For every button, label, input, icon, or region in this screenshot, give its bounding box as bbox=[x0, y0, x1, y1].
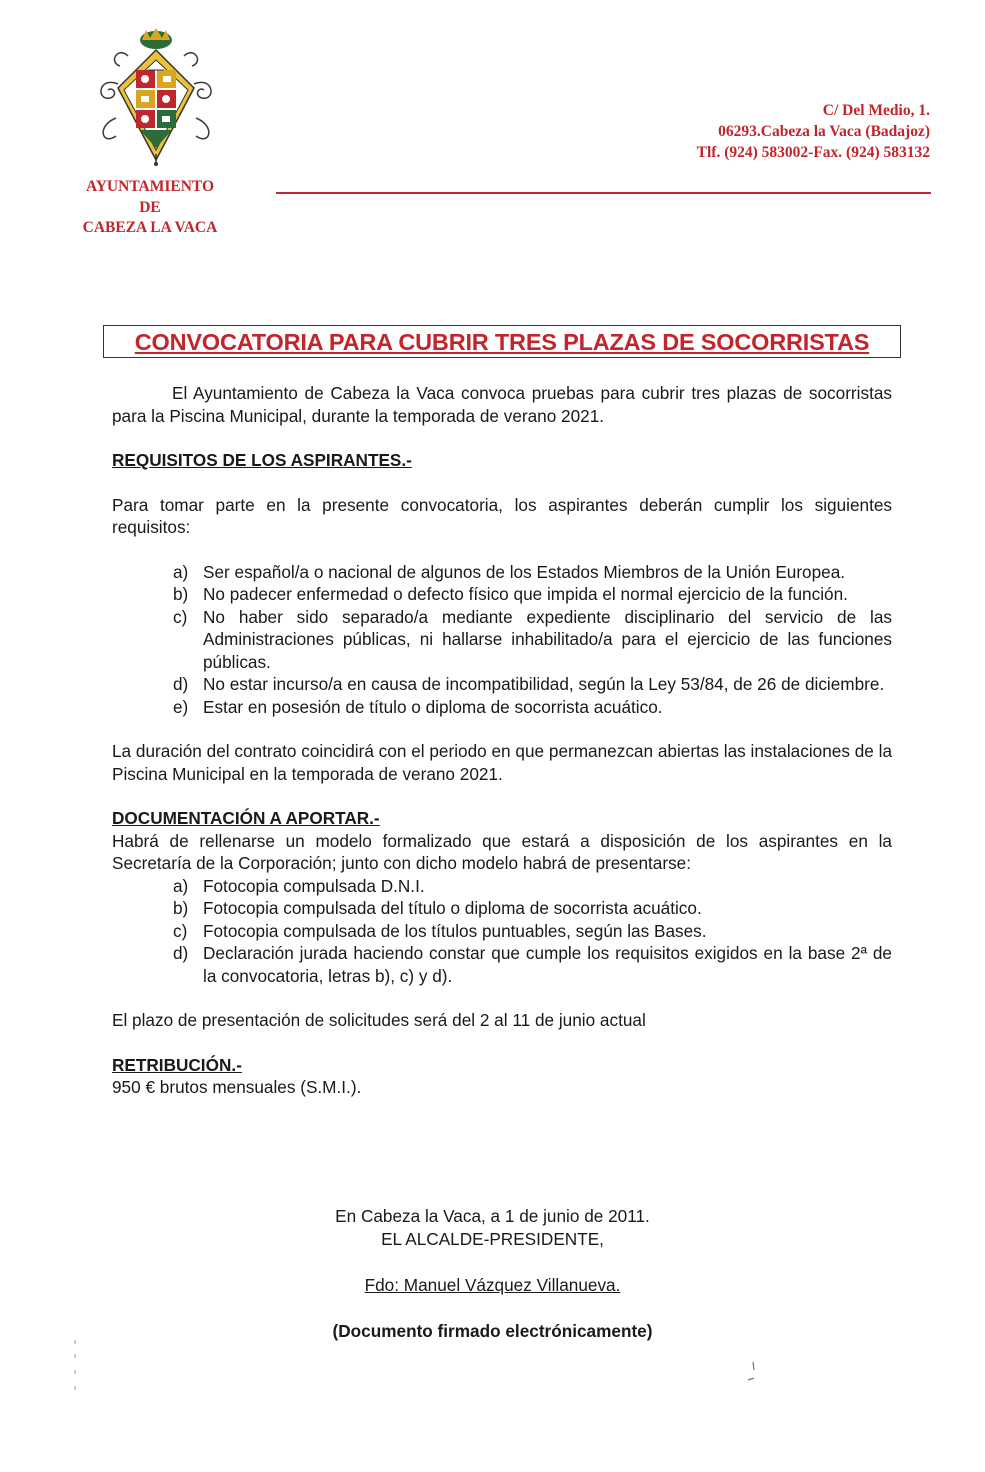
item-letter: c) bbox=[173, 920, 188, 941]
list-item bbox=[112, 920, 892, 943]
item-text: Fotocopia compulsada de los títulos puntuables, según las Bases. bbox=[203, 920, 707, 941]
org-line: AYUNTAMIENTO bbox=[85, 178, 215, 195]
signature-wrapper bbox=[0, 1274, 985, 1297]
retribucion-heading: RETRIBUCIÓN.- bbox=[112, 1054, 242, 1075]
address-line: 06293.Cabeza la Vaca (Badajoz) bbox=[718, 123, 930, 140]
list-item bbox=[112, 673, 892, 696]
requisitos-heading: REQUISITOS DE LOS ASPIRANTES.- bbox=[112, 450, 412, 470]
item-letter: a) bbox=[173, 875, 189, 896]
address-block bbox=[697, 100, 930, 163]
retribucion-text: 950 € brutos mensuales (S.M.I.). bbox=[112, 1077, 362, 1097]
documentacion-heading: DOCUMENTACIÓN A APORTAR.- bbox=[112, 808, 380, 828]
scan-mark bbox=[744, 1360, 758, 1384]
item-text: Fotocopia compulsada D.N.I. bbox=[203, 875, 425, 896]
address-line: Tlf. (924) 583002-Fax. (924) 583132 bbox=[696, 144, 930, 161]
item-text: Fotocopia compulsada del título o diploma de socorrista acuático. bbox=[203, 898, 702, 918]
intro-paragraph: El Ayuntamiento de Cabeza la Vaca convoca pruebas para cubrir tres plazas de socorristas para la Piscina Municipal, durante la temporada de verano 2021. bbox=[112, 383, 892, 426]
coat-of-arms-logo bbox=[88, 26, 224, 166]
address-line: C/ Del Medio, 1. bbox=[822, 102, 930, 119]
item-letter: d) bbox=[173, 943, 189, 963]
item-text: No haber sido separado/a mediante expediente disciplinario del servicio de las Administraciones públicas, ni hallarse inhabilitado/a para el ejercicio de las funciones públicas. bbox=[203, 606, 892, 672]
margin-marks bbox=[74, 1340, 76, 1400]
item-letter: c) bbox=[173, 606, 188, 627]
list-item bbox=[112, 583, 892, 606]
item-letter: d) bbox=[173, 674, 189, 694]
item-text: Declaración jurada haciendo constar que cumple los requisitos exigidos en la base 2ª de la convocatoria, letras b), c) y d). bbox=[203, 943, 892, 986]
documentacion-list bbox=[112, 875, 892, 988]
item-letter: a) bbox=[173, 561, 189, 582]
documentacion-lead: Habrá de rellenarse un modelo formalizado que estará a disposición de los aspirantes en la Secretaría de la Corporación; junto con dicho modelo habrá de presentarse: bbox=[112, 830, 892, 873]
duration-paragraph: La duración del contrato coincidirá con el periodo en que permanezcan abiertas las instalaciones de la Piscina Municipal en la temporada de verano 2021. bbox=[112, 741, 892, 784]
org-line: DE bbox=[139, 198, 161, 216]
list-item bbox=[112, 875, 892, 898]
title-frame bbox=[103, 325, 901, 358]
list-item bbox=[112, 606, 892, 674]
list-item bbox=[112, 561, 892, 584]
list-item bbox=[112, 897, 892, 920]
requisitos-list bbox=[112, 561, 892, 719]
item-text: No padecer enfermedad o defecto físico que impida el normal ejercicio de la función. bbox=[203, 584, 848, 604]
item-letter: e) bbox=[173, 696, 189, 717]
electronic-signature-note: (Documento firmado electrónicamente) bbox=[332, 1321, 653, 1341]
requisitos-lead: Para tomar parte en la presente convocatoria, los aspirantes deberán cumplir los siguientes requisitos: bbox=[112, 494, 892, 537]
signer-role: EL ALCALDE-PRESIDENTE, bbox=[381, 1229, 604, 1249]
municipality-name bbox=[60, 177, 240, 239]
signature-line: Fdo: Manuel Vázquez Villanueva. bbox=[364, 1275, 621, 1295]
document-title: CONVOCATORIA PARA CUBRIR TRES PLAZAS DE SOCORRISTAS bbox=[134, 329, 870, 355]
item-text: Ser español/a o nacional de algunos de los Estados Miembros de la Unión Europea. bbox=[203, 561, 846, 582]
list-item bbox=[112, 942, 892, 987]
org-line: CABEZA LA VACA bbox=[82, 219, 218, 236]
item-letter: b) bbox=[173, 584, 189, 604]
header-divider bbox=[276, 192, 931, 194]
list-item bbox=[112, 696, 892, 719]
document-body bbox=[112, 382, 892, 1099]
item-letter: b) bbox=[173, 898, 189, 918]
place-date: En Cabeza la Vaca, a 1 de junio de 2011. bbox=[335, 1206, 650, 1226]
item-text: Estar en posesión de título o diploma de socorrista acuático. bbox=[203, 696, 663, 717]
plazo-paragraph: El plazo de presentación de solicitudes será del 2 al 11 de junio actual bbox=[112, 1010, 646, 1030]
item-text: No estar incurso/a en causa de incompatibilidad, según la Ley 53/84, de 26 de diciembre. bbox=[203, 674, 885, 694]
